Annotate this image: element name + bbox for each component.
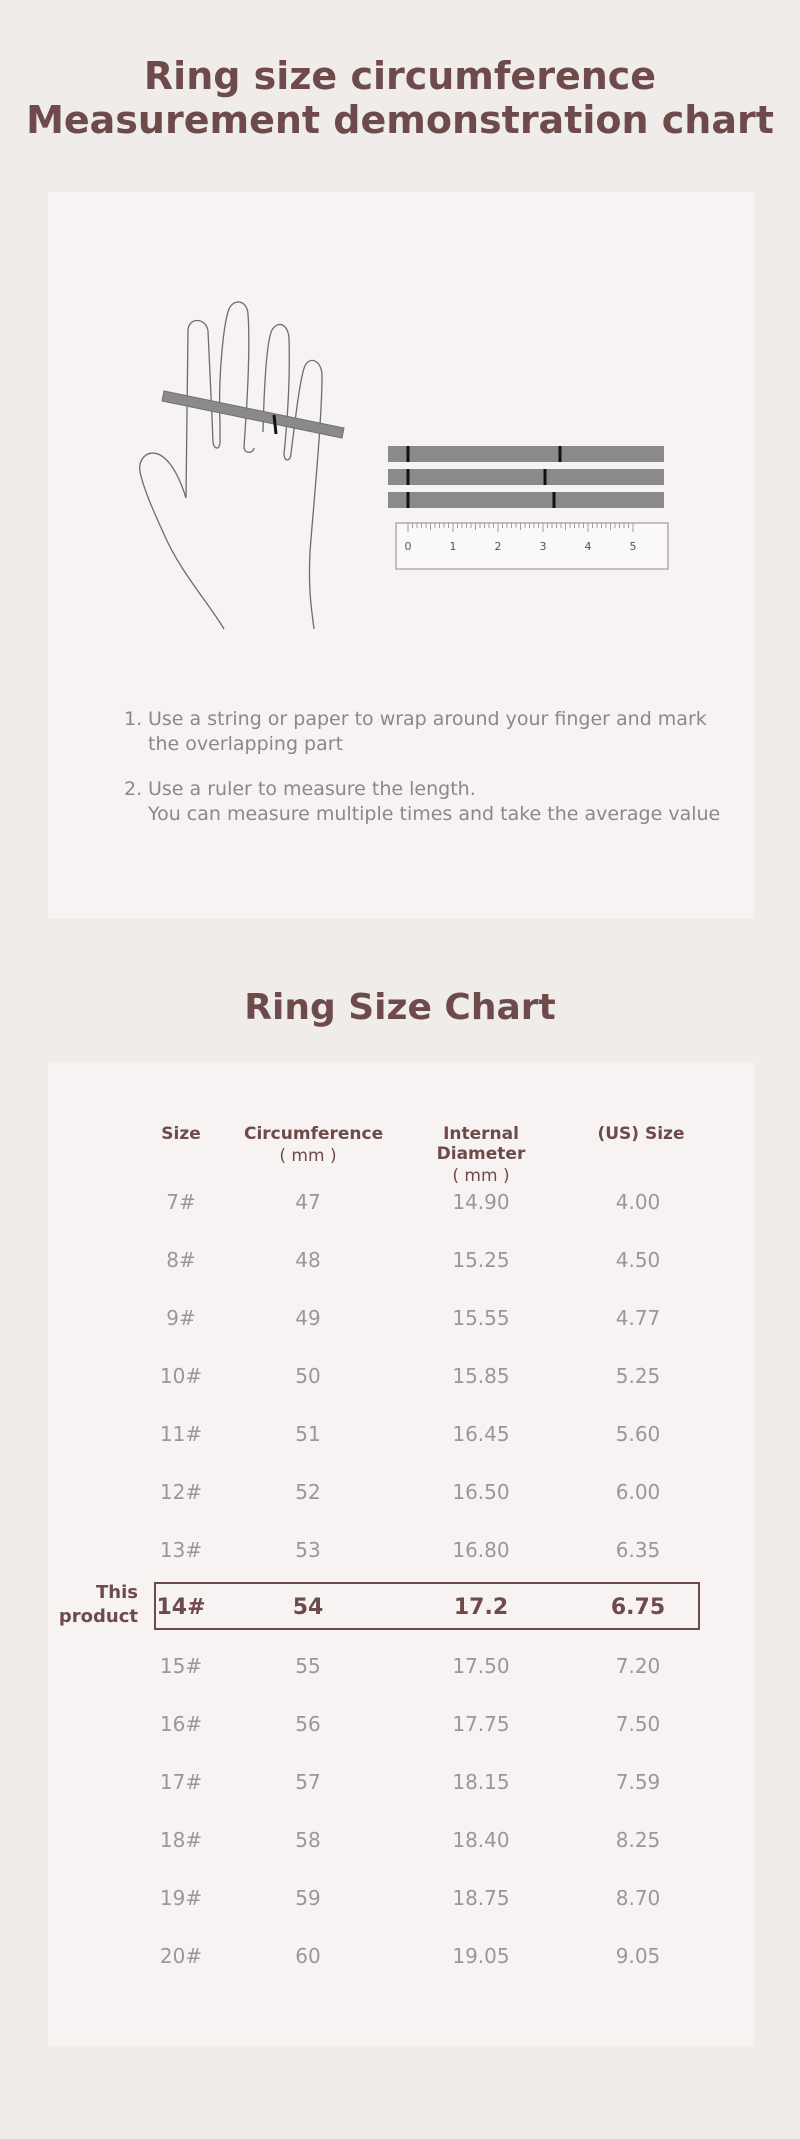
header-us-size-label: (US) Size [597, 1124, 685, 1144]
us-size-cell: 6.75 [610, 1595, 666, 1620]
size-cell: 18# [159, 1828, 203, 1852]
header-diameter-unit: ( mm ) [452, 1166, 510, 1186]
this-product-line1: This [96, 1582, 138, 1603]
diameter-cell: 16.45 [452, 1422, 510, 1446]
diameter-cell: 17.75 [452, 1712, 510, 1736]
circumference-cell: 60 [295, 1944, 321, 1968]
table-row [48, 1303, 754, 1333]
instruction-text: Use a string or paper to wrap around your finger and mark [148, 708, 707, 730]
diameter-cell: 16.80 [452, 1538, 510, 1562]
table-row [48, 1883, 754, 1913]
this-product-line2: product [58, 1606, 138, 1627]
diameter-cell: 15.55 [452, 1306, 510, 1330]
circumference-cell: 55 [295, 1654, 321, 1678]
circumference-cell: 53 [295, 1538, 321, 1562]
us-size-cell: 7.20 [615, 1654, 661, 1678]
circumference-cell: 47 [295, 1190, 321, 1214]
us-size-cell: 8.70 [615, 1886, 661, 1910]
circumference-cell: 48 [295, 1248, 321, 1272]
diameter-cell: 17.2 [453, 1595, 509, 1620]
ruler-illustration [396, 523, 668, 569]
table-row [48, 1361, 754, 1391]
header-circumference-label: Circumference [244, 1124, 384, 1144]
page-title-line1: Ring size circumference [143, 54, 657, 98]
ruler-label-5: 5 [629, 540, 637, 553]
instruction-text: You can measure multiple times and take the average value [148, 803, 721, 825]
circumference-cell: 51 [295, 1422, 321, 1446]
size-cell: 14# [156, 1595, 206, 1620]
header-us-size [596, 1124, 686, 1144]
us-size-cell: 5.60 [615, 1422, 661, 1446]
table-row [48, 1535, 754, 1565]
hand-illustration [140, 302, 322, 629]
instruction-list [124, 707, 724, 847]
size-cell: 10# [159, 1364, 203, 1388]
table-row [48, 1941, 754, 1971]
table-row-this-product [48, 1593, 754, 1623]
diameter-cell: 18.75 [452, 1886, 510, 1910]
diameter-cell: 19.05 [452, 1944, 510, 1968]
size-cell: 9# [166, 1306, 196, 1330]
circumference-cell: 50 [295, 1364, 321, 1388]
us-size-cell: 8.25 [615, 1828, 661, 1852]
header-size [141, 1124, 221, 1144]
ruler-label-3: 3 [539, 540, 547, 553]
us-size-cell: 7.59 [615, 1770, 661, 1794]
size-cell: 8# [166, 1248, 196, 1272]
us-size-cell: 5.25 [615, 1364, 661, 1388]
diameter-cell: 15.85 [452, 1364, 510, 1388]
finger-strip-illustration [162, 391, 344, 438]
measurement-demo-panel [48, 192, 754, 919]
table-row [48, 1419, 754, 1449]
size-cell: 19# [159, 1886, 203, 1910]
table-row [48, 1825, 754, 1855]
circumference-cell: 54 [292, 1595, 324, 1620]
us-size-cell: 4.00 [615, 1190, 661, 1214]
diameter-cell: 14.90 [452, 1190, 510, 1214]
circumference-cell: 59 [295, 1886, 321, 1910]
measurement-illustration [48, 192, 754, 672]
us-size-cell: 4.77 [615, 1306, 661, 1330]
instruction-text: Use a ruler to measure the length. [148, 778, 476, 800]
diameter-cell: 17.50 [452, 1654, 510, 1678]
header-circumference [244, 1124, 384, 1166]
instruction-number: 1. [124, 708, 143, 730]
size-cell: 12# [159, 1480, 203, 1504]
table-row [48, 1245, 754, 1275]
diameter-cell: 15.25 [452, 1248, 510, 1272]
size-cell: 15# [159, 1654, 203, 1678]
size-chart-title: Ring Size Chart [244, 987, 556, 1028]
us-size-cell: 4.50 [615, 1248, 661, 1272]
circumference-cell: 49 [295, 1306, 321, 1330]
diameter-cell: 18.15 [452, 1770, 510, 1794]
table-row [48, 1187, 754, 1217]
us-size-cell: 6.35 [615, 1538, 661, 1562]
size-chart-table [48, 1062, 754, 2046]
table-row [48, 1477, 754, 1507]
header-circumference-unit: ( mm ) [279, 1146, 337, 1166]
size-cell: 20# [159, 1944, 203, 1968]
ruler-label-1: 1 [449, 540, 457, 553]
size-chart-panel [48, 1062, 754, 2046]
measured-strips [388, 446, 664, 508]
us-size-cell: 9.05 [615, 1944, 661, 1968]
circumference-cell: 52 [295, 1480, 321, 1504]
instruction-step-1 [124, 707, 724, 757]
ruler-label-2: 2 [494, 540, 502, 553]
header-size-label: Size [161, 1124, 201, 1144]
ruler-label-0: 0 [404, 540, 412, 553]
us-size-cell: 7.50 [615, 1712, 661, 1736]
circumference-cell: 57 [295, 1770, 321, 1794]
page-title-line2: Measurement demonstration chart [26, 98, 774, 142]
instruction-number: 2. [124, 778, 143, 800]
table-row [48, 1709, 754, 1739]
instruction-step-2 [124, 777, 724, 827]
header-diameter-label: Internal Diameter [436, 1124, 526, 1164]
size-cell: 17# [159, 1770, 203, 1794]
diameter-cell: 18.40 [452, 1828, 510, 1852]
size-cell: 13# [159, 1538, 203, 1562]
diameter-cell: 16.50 [452, 1480, 510, 1504]
table-row [48, 1767, 754, 1797]
size-cell: 7# [166, 1190, 196, 1214]
us-size-cell: 6.00 [615, 1480, 661, 1504]
page-title [0, 54, 800, 142]
circumference-cell: 58 [295, 1828, 321, 1852]
circumference-cell: 56 [295, 1712, 321, 1736]
size-cell: 16# [159, 1712, 203, 1736]
header-diameter [398, 1124, 564, 1186]
table-row [48, 1651, 754, 1681]
size-cell: 11# [159, 1422, 203, 1446]
ruler-label-4: 4 [584, 540, 592, 553]
instruction-text: the overlapping part [148, 733, 344, 755]
